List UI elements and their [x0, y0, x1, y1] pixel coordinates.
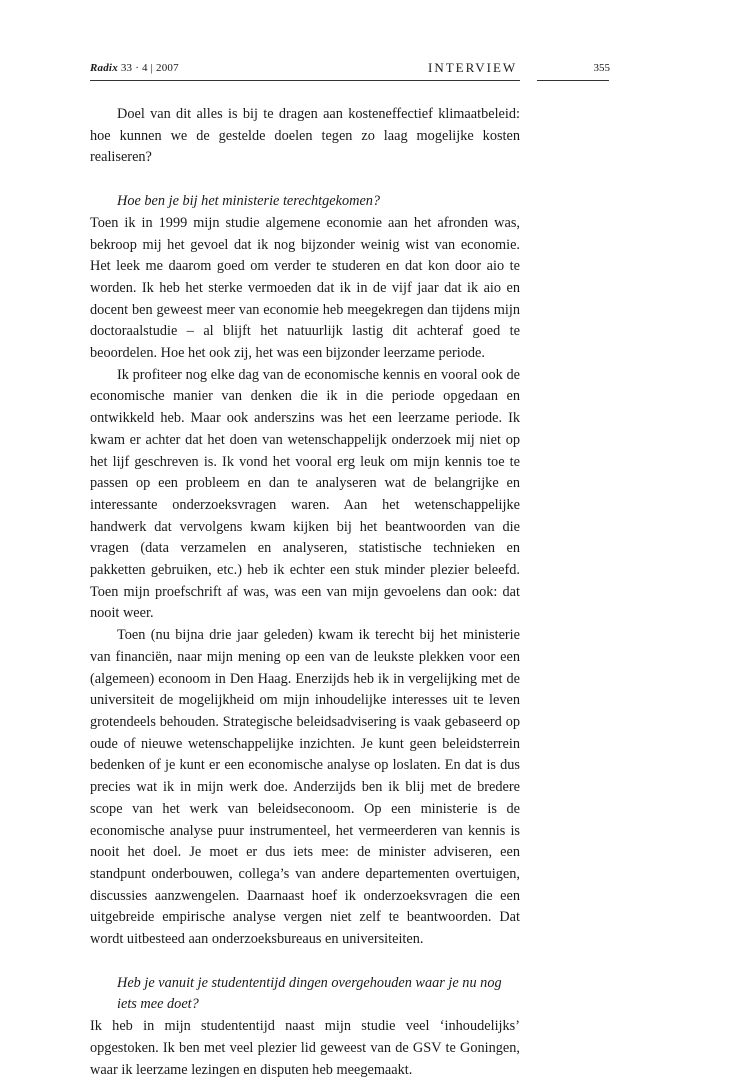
interview-question-2: Heb je vanuit je studententijd dingen overgehouden waar je nu nog iets mee doet? — [117, 974, 502, 1013]
header-rule — [90, 80, 520, 81]
spacer — [90, 169, 520, 191]
article-body — [90, 104, 520, 1081]
section-title: INTERVIEW — [428, 60, 518, 75]
paragraph-intro: Doel van dit alles is bij te dragen aan kosteneffectief klimaatbeleid: hoe kunnen we de gestelde doelen tegen zo laag mogelijke kosten realiseren? — [90, 106, 520, 166]
journal-name: Radix — [90, 62, 118, 74]
page-number: 355 — [593, 62, 610, 74]
running-header — [90, 62, 610, 82]
journal-issue: 33 · 4 | 2007 — [120, 62, 179, 74]
spacer — [90, 951, 520, 973]
header-rule-page — [537, 80, 609, 81]
answer-1-paragraph-1: Toen ik in 1999 mijn studie algemene economie aan het afronden was, bekroop mij het gevoel dat ik nog bijzonder weinig wist van economie. Het leek me daarom goed om verder te studeren en dat kon door aio te worden. Ik heb het sterke vermoeden dat ik in de vijf jaar dat ik aio en docent ben geweest meer van economie heb meegekregen dan tijdens mijn doctoraalstudie – al blijft het natuurlijk lastig dit achteraf goed te beoordelen. Hoe het ook zij, het was een bijzonder leerzame periode. — [90, 214, 520, 362]
answer-1-paragraph-3: Toen (nu bijna drie jaar geleden) kwam ik terecht bij het ministerie van financiën, naar mijn mening op een van de leukste plekken voor een (algemeen) econoom in Den Haag. Enerzijds heb ik in vergelijking met de universiteit de mogelijkheid om mijn inhoudelijke interesses uit te leven grotendeels behouden. Strategische beleidsadvisering is vaak gebaseerd op oude of nieuwe wetenschappelijke inzichten. Je kunt geen beleidsterrein bedenken of je kunt er een economische analyse op loslaten. En dat is dus precies wat ik in mijn werk doe. Anderzijds ben ik blij met de bredere scope van het werk van beleidseconoom. Op een ministerie is de economische analyse puur instrumenteel, het vermeerderen van kennis is nooit het doel. Je moet er dus iets mee: de minister adviseren, een standpunt onderbouwen, collega’s van andere departementen overtuigen, discussies aanzwengelen. Daarnaast hoef ik onderzoeksvragen die een uitgebreide empirische analyse vergen niet zelf te beantwoorden. Dat wordt uitbesteed aan onderzoeksbureaus en universiteiten. — [90, 627, 520, 948]
answer-1-paragraph-2: Ik profiteer nog elke dag van de economische kennis en vooral ook de economische manier van denken die ik in die periode opgedaan en ontwikkeld heb. Maar ook anderszins was het een leerzame periode. Ik kwam er achter dat het doen van wetenschappelijk onderzoek mij niet op het lijf geschreven is. Ik vond het vooral erg leuk om mijn kennis toe te passen op een probleem en dan te analyseren wat de belangrijke en interessante onderzoeksvragen waren. Aan het wetenschappelijke handwerk dat vervolgens kwam kijken bij het beantwoorden van die vragen (data verzamelen en analyseren, statistische technieken en pakketten gebruiken, etc.) heb ik echter een stuk minder plezier beleefd. Toen mijn proefschrift af was, was een van mijn gevoelens dan ook: dat nooit weer. — [90, 366, 520, 622]
interview-question-1: Hoe ben je bij het ministerie terechtgekomen? — [117, 193, 381, 210]
answer-2-paragraph-1: Ik heb in mijn studententijd naast mijn studie veel ‘inhoudelijks’ opgestoken. Ik ben met veel plezier lid geweest van de GSV te Goningen, waar ik leerzame lezingen en disputen heb meegemaakt. — [90, 1018, 520, 1078]
journal-citation — [90, 62, 179, 74]
